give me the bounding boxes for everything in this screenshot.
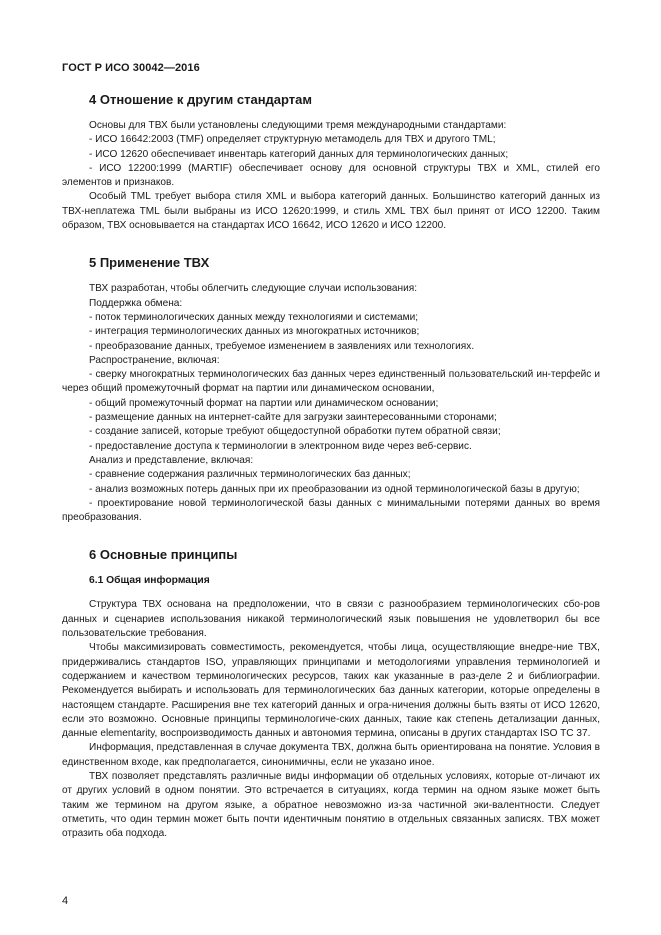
list-item: - поток терминологических данных между технологиями и системами; [89,311,419,323]
list-item: - создание записей, которые требуют общедоступной обработки путем обратной связи; [89,426,501,438]
list-item: - сравнение содержания различных терминологических баз данных; [89,469,411,481]
section-5-title: 5 Применение ТВХ [89,255,210,271]
list-item: - общий промежуточный формат на партии или динамическом основании; [89,397,439,409]
list-item: - предоставление доступа к терминологии в электронном виде через веб-сервис. [89,440,472,452]
list-item: - анализ возможных потерь данных при их преобразовании из одной терминологической базы в другую; [89,483,580,495]
list-item: - проектирование новой терминологической базы данных с минимальными потерями данных во время преобразования. [62,497,600,524]
section-6-title: 6 Основные принципы [89,547,238,563]
page-number: 4 [62,895,69,907]
paragraph: Особый TML требует выбора стиля XML и выбора категорий данных. Большинство категорий данных из ТВХ-неплатежа TML были выбраны из ИСО 12620:1999, и стиль XML ТВХ был принят от ИСО 12200. Таким образом, ТВХ основывается на стандартах ИСО 16642, ИСО 12620 и ИСО 12200. [62,191,600,232]
list-item: - сверку многократных терминологических баз данных через единственный пользовательский ин-терфейс и через общий промежуточный формат на партии или динамическом основании, [62,369,600,395]
paragraph: Поддержка обмена: [89,297,183,309]
list-item: - преобразование данных, требуемое изменением в заявлениях или технологиях. [89,340,475,352]
section-4-title: 4 Отношение к другим стандартам [89,92,313,107]
list-item: - ИСО 16642:2003 (TMF) определяет структурную метамодель для ТВХ и другого TML; [89,134,496,146]
paragraph: ТВХ разработан, чтобы облегчить следующие случаи использования: [89,283,418,295]
list-item: - ИСО 12620 обеспечивает инвентарь категорий данных для терминологических данных; [89,148,509,160]
list-item: - интеграция терминологических данных из многократных источников; [89,326,420,338]
paragraph: Распространение, включая: [89,354,220,366]
page-body [62,92,600,841]
paragraph: Анализ и представление, включая: [89,454,254,466]
document-header: ГОСТ Р ИСО 30042—2016 [62,62,200,74]
list-item: - размещение данных на интернет-сайте для загрузки заинтересованными сторонами; [89,412,497,424]
list-item: - ИСО 12200:1999 (MARTIF) обеспечивает основу для основной структуры ТВХ и XML, стилей его элементов и признаков. [62,162,600,189]
paragraph: Чтобы максимизировать совместимость, рекомендуется, чтобы лица, осуществляющие внедре-ние ТВХ, придерживались стандартов ISO, управляющих принципами и методологиями управления терминологией и содержанием и качеством терминологических ресурсов, таких как указанные в раз-деле 2 и библиографии. Рекомендуется выбирать и использовать для терминологических баз данных категории, которые определены в настоящем стандарте. Расширения вне тех категорий данных и огра-ничения должны быть взяты от ИСО 12620, если это возможно. Основные принципы терминологиче-ских данных, такие как степень детализации данных, данные elementarity, воспроизводимость данных и автономия термина, описаны в других стандартах ISO TC 37. [62,642,600,740]
subsection-6-1-title: 6.1 Общая информация [89,575,210,587]
paragraph: Информация, представленная в случае документа ТВХ, должна быть ориентирована на понятие. Условия в единственном входе, как предполагается, синонимичны, если не указано иное. [62,742,600,768]
paragraph: Основы для ТВХ были установлены следующими тремя международными стандартами: [89,120,507,131]
paragraph: ТВХ позволяет представлять различные виды информации об отдельных условиях, которые от-личают их от других условий в одном понятии. Это встречается в ситуациях, когда термин на одном языке может быть таким же термином на другом языке, а обратное невозможно из-за частичной эки-валентности. Следует отметить, что один термин может быть почти идентичным понятию в отдельных связанных записях. ТВХ может отразить оба подхода. [62,770,600,840]
paragraph: Структура ТВХ основана на предположении, что в связи с разнообразием терминологических сбо-ров данных и сценариев использования никакой терминологический язык повышения не удовлетворил бы все пользовательские требования. [62,599,600,640]
